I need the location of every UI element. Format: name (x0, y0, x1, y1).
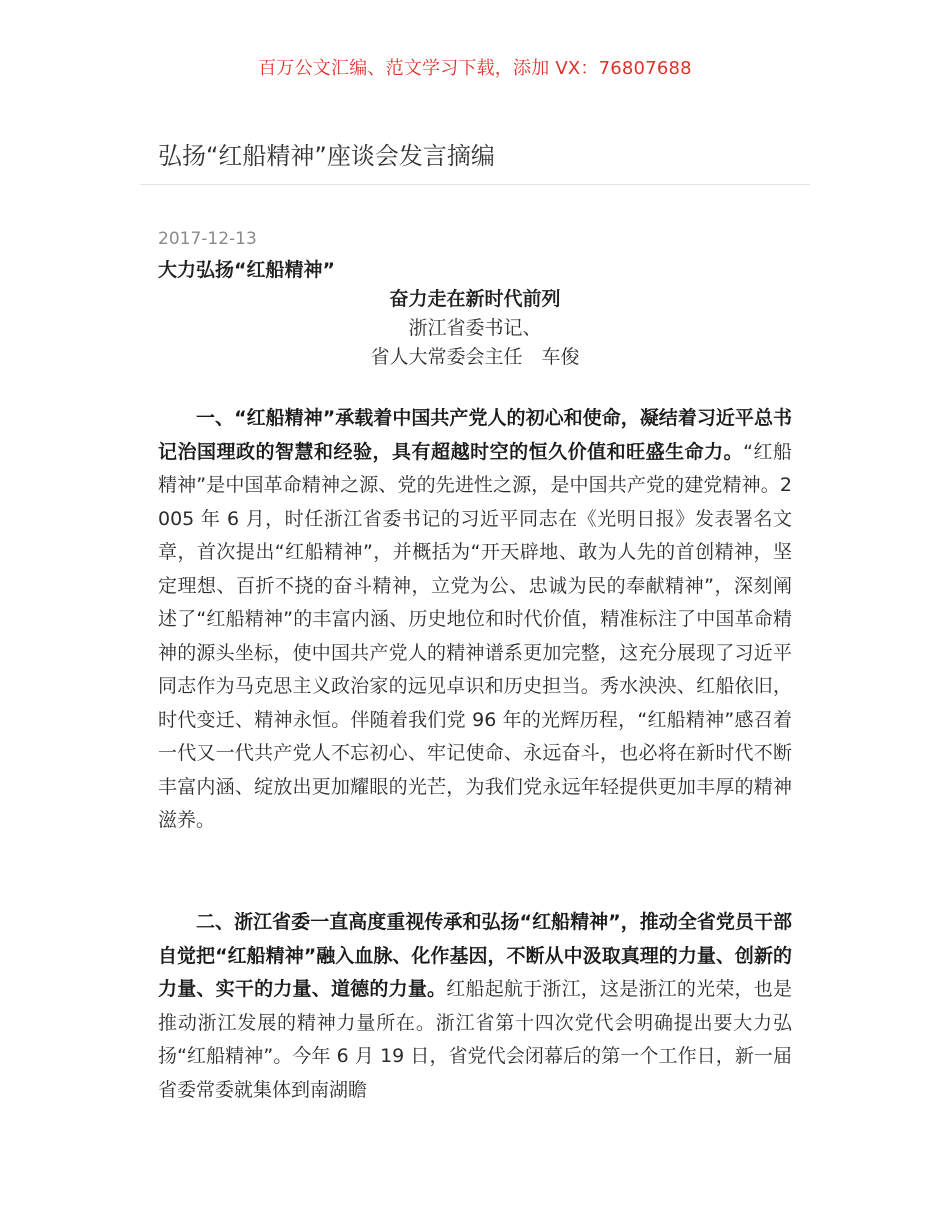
promo-banner: 百万公文汇编、范文学习下载，添加 VX：76807688 (258, 58, 692, 79)
speaker-title-line-1: 浙江省委书记、 (408, 317, 542, 339)
paragraph-2-lead: 二、浙江省委一直高度重视传承和弘扬“红船精神”，推动全省党员干部自觉把“红船精神”融入血脉、化作基因，不断从中汲取真理的力量、创新的力量、实干的力量、道德的力量。 (158, 911, 792, 1000)
speech-subheadline: 奋力走在新时代前列 (389, 288, 561, 310)
speech-headline: 大力弘扬“红船精神” (158, 259, 335, 281)
body-paragraph-2 (158, 906, 792, 1107)
paragraph-2-text: 红船起航于浙江，这是浙江的光荣，也是推动浙江发展的精神力量所在。浙江省第十四次党代会明确提出要大力弘扬“红船精神”。今年 6 月 19 日，省党代会闭幕后的第一个工作日，新一届省委常委就集体到南湖瞻 (158, 978, 792, 1101)
publish-date: 2017-12-13 (158, 229, 257, 249)
speaker-title-line-2: 省人大常委会主任 车俊 (370, 346, 580, 368)
paragraph-1-lead: 一、“红船精神”承载着中国共产党人的初心和使命，凝结着习近平总书记治国理政的智慧和经验，具有超越时空的恒久价值和旺盛生命力。 (158, 407, 792, 463)
body-paragraph-1 (158, 402, 792, 838)
paragraph-1-text: “红船精神”是中国革命精神之源、党的先进性之源，是中国共产党的建党精神。2005 年 6 月，时任浙江省委书记的习近平同志在《光明日报》发表署名文章，首次提出“红船精神”，并概括为“开天辟地、敢为人先的首创精神，坚定理想、百折不挠的奋斗精神，立党为公、忠诚为民的奉献精神”，深刻阐述了“红船精神”的丰富内涵、历史地位和时代价值，精准标注了中国革命精神的源头坐标，使中国共产党人的精神谱系更加完整，这充分展现了习近平同志作为马克思主义政治家的远见卓识和历史担当。秀水泱泱、红船依旧，时代变迁、精神永恒。伴随着我们党 96 年的光辉历程，“红船精神”感召着一代又一代共产党人不忘初心、牢记使命、永远奋斗，也必将在新时代不断丰富内涵、绽放出更加耀眼的光芒，为我们党永远年轻提供更加丰厚的精神滋养。 (158, 440, 792, 831)
title-divider (140, 184, 810, 185)
article-title: 弘扬“红船精神”座谈会发言摘编 (158, 142, 495, 170)
